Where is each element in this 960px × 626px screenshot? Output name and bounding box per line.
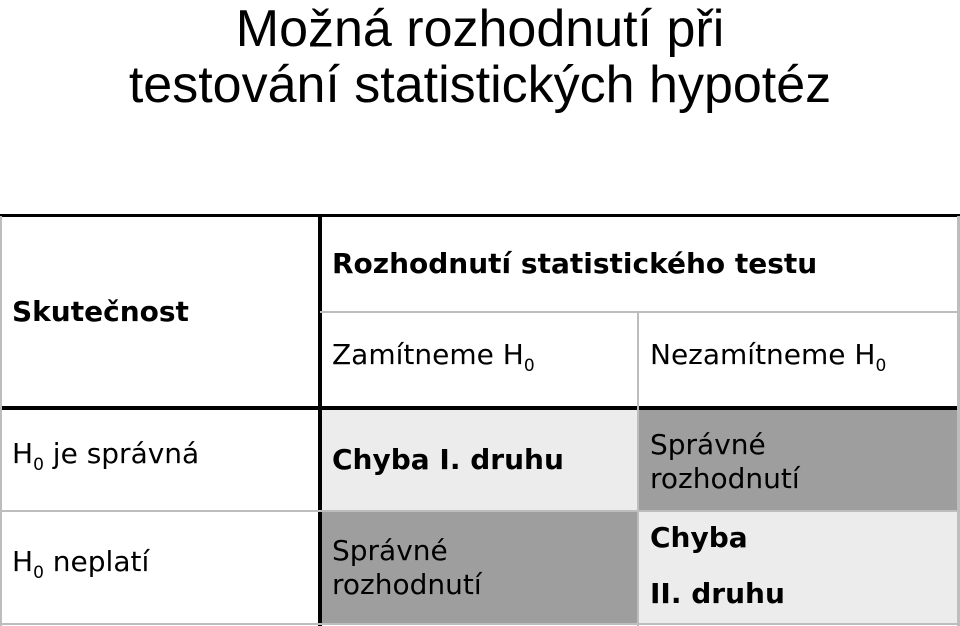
subscript-zero: 0 <box>875 355 887 376</box>
correct-decision-line-2: rozhodnutí <box>332 567 482 601</box>
cell-true-reject <box>320 408 638 511</box>
type-two-error-line-1: Chyba <box>650 521 748 554</box>
row-header-h0-false: $H_0$ neplatí <box>12 545 150 583</box>
title-line-2: testování statistických hypotéz <box>128 56 832 114</box>
correct-decision-line-2: rozhodnutí <box>650 461 800 495</box>
row-divider <box>0 510 960 512</box>
subscript-zero: 0 <box>33 563 44 583</box>
table-top-border <box>0 214 960 217</box>
column-header-not-reject <box>638 312 958 408</box>
cell-false-not-reject <box>638 511 958 624</box>
title-line-1: Možná rozhodnutí při <box>235 0 725 58</box>
column-divider <box>637 311 639 626</box>
reality-header: Skutečnost <box>12 295 189 328</box>
header-inner-line <box>320 311 960 313</box>
row-header-h0-true: $H_0$ je správná <box>12 437 200 475</box>
not-reject-label: Nezamítneme H <box>650 337 876 371</box>
type-one-error-label: Chyba I. druhu <box>332 442 564 476</box>
page-title <box>0 0 960 113</box>
reject-label: Zamítneme H <box>332 337 524 371</box>
type-two-error-line-2: II. druhu <box>650 577 785 610</box>
decision-header: Rozhodnutí statistického testu <box>332 247 818 280</box>
subscript-zero: 0 <box>33 455 44 475</box>
table-left-border <box>0 216 2 626</box>
table-bottom-border <box>0 623 960 625</box>
header-bottom-border <box>0 406 960 410</box>
correct-decision-line-1: Správné <box>332 533 448 567</box>
table-vertical-divider <box>318 214 322 626</box>
cell-true-not-reject <box>638 408 958 511</box>
subscript-zero: 0 <box>523 355 535 376</box>
correct-decision-line-1: Správné <box>650 427 766 461</box>
column-header-reject <box>320 312 638 408</box>
cell-false-reject <box>320 511 638 624</box>
